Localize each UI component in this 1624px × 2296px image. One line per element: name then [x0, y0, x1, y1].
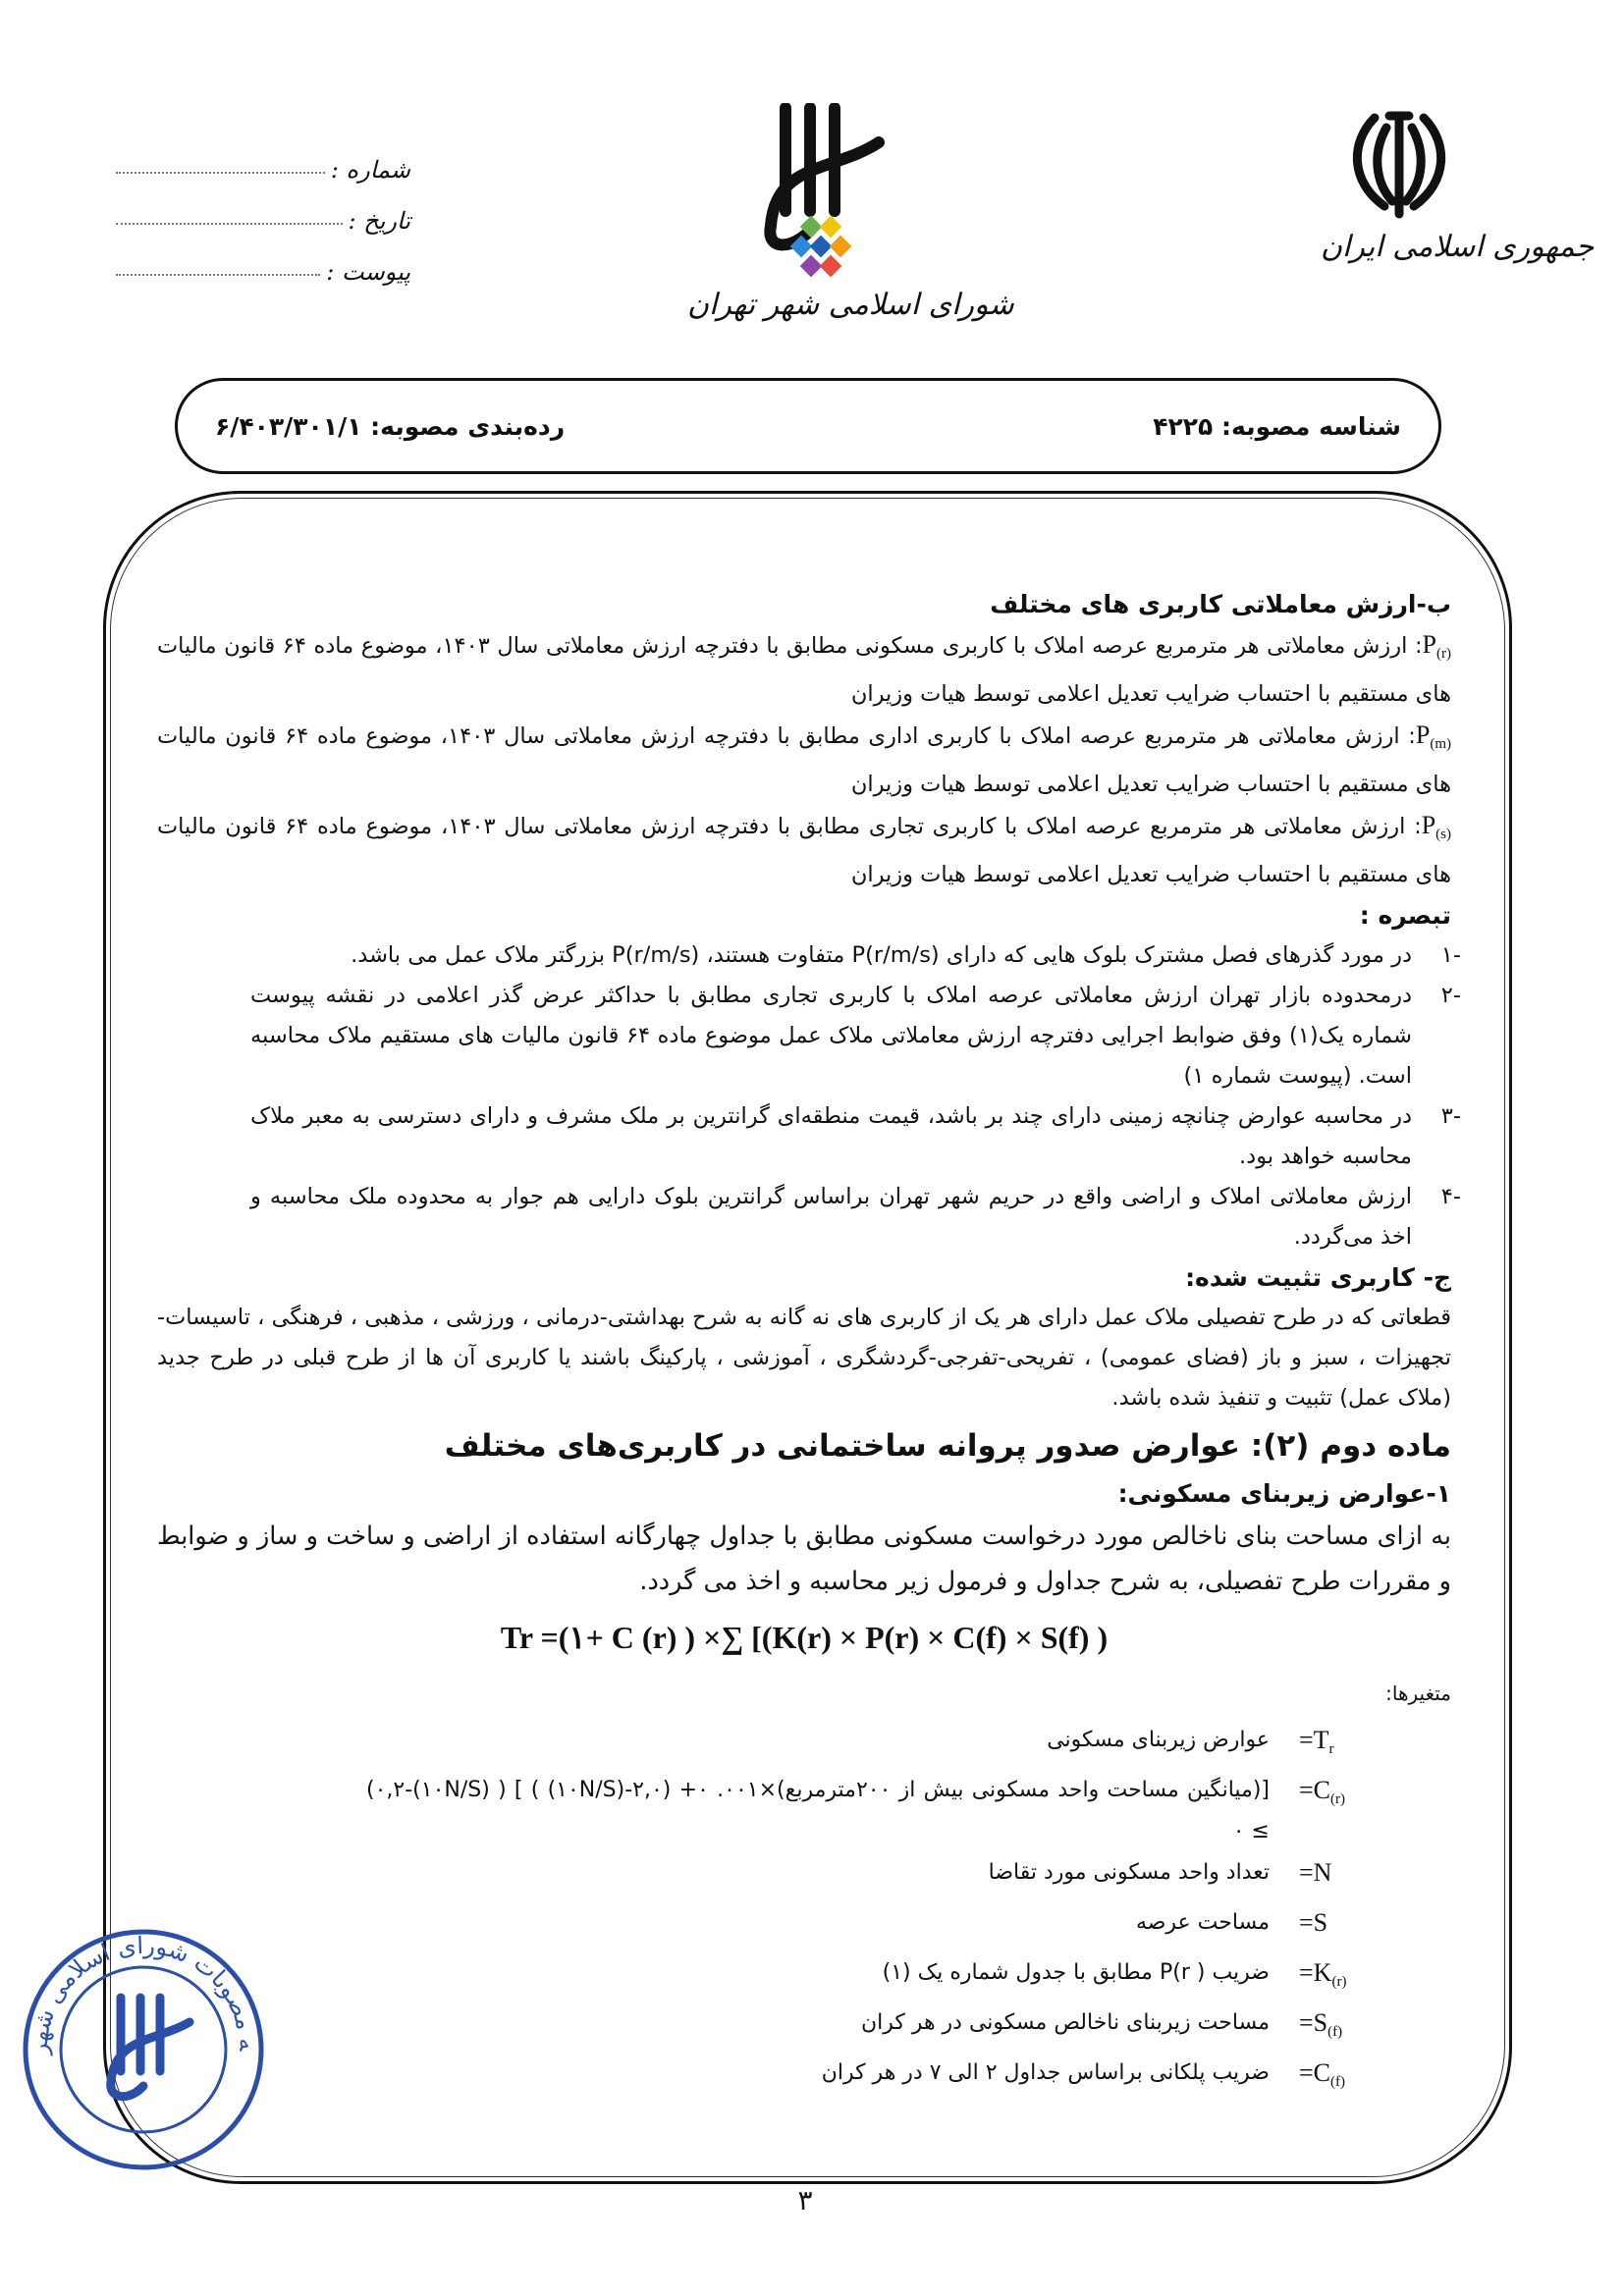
key-sub: (f)	[1327, 2024, 1343, 2040]
field-label: شماره :	[330, 156, 410, 184]
key: =K	[1299, 1958, 1332, 1987]
emblem-icon	[1345, 98, 1453, 226]
definition-ps	[157, 805, 1451, 895]
key: =T	[1299, 1726, 1329, 1754]
variable-row	[157, 1902, 1358, 1952]
variable-desc: ضریب ( P(r مطابق با جدول شماره یک (۱)	[882, 1960, 1270, 1985]
definition-pr	[157, 624, 1451, 715]
emblem-caption: جمهوری اسلامی ایران	[1321, 230, 1595, 264]
variable-row	[157, 2002, 1358, 2053]
note-item	[250, 935, 1461, 976]
number-field	[116, 133, 410, 184]
stamp-icon	[18, 1924, 268, 2174]
variables-title: متغیرها:	[1385, 1682, 1451, 1705]
council-stamp	[18, 1924, 268, 2174]
variables-list	[157, 1720, 1358, 2103]
variable-row	[157, 2053, 1358, 2103]
note-text: در مورد گذرهای فصل مشترک بلوک هایی که دارای P(r/m/s) متفاوت هستند، P(r/m/s) بزرگتر ملاک عمل می باشد.	[351, 942, 1412, 968]
field-label: تاریخ :	[348, 207, 410, 235]
resolution-classification: رده‌بندی مصوبه: ۶/۴۰۳/۳۰۱/۱	[215, 411, 566, 441]
key: =C	[1299, 2058, 1331, 2087]
variable-desc: ضریب پلکانی براساس جداول ۲ الی ۷ در هر کران	[821, 2060, 1270, 2085]
key: =N	[1299, 1858, 1332, 1887]
article-2-subtitle: ۱-عوارض زیربنای مسکونی:	[1117, 1479, 1451, 1508]
note-text: ارزش معاملاتی املاک و اراضی واقع در حریم شهر تهران براساس گرانترین بلوک دارایی هم جوار به محدوده ملک محاسبه و اخذ می‌گردد.	[250, 1184, 1412, 1250]
variable-desc: تعداد واحد مسکونی مورد تقاضا	[988, 1860, 1270, 1885]
definition-text: : ارزش معاملاتی هر مترمربع عرصه املاک با کاربری مسکونی مطابق با دفترچه ارزش معاملاتی سال ۱۴۰۳، موضوع ماده ۶۴ قانون مالیات های مستقیم با احتساب ضرایب تعدیل اعلامی توسط هیات وزیران	[157, 633, 1451, 707]
note-number: -۱	[1440, 942, 1461, 968]
resolution-header-box	[175, 378, 1441, 474]
letter-fields	[116, 133, 410, 286]
symbol-sub: (m)	[1430, 736, 1452, 752]
section-c-title: ج- کاربری تثبیت شده:	[1185, 1263, 1451, 1292]
key-sub: (f)	[1330, 2074, 1346, 2090]
variable-key	[1299, 2053, 1358, 2103]
symbol: P	[1415, 721, 1431, 749]
definition-text: : ارزش معاملاتی هر مترمربع عرصه املاک با کاربری اداری مطابق با دفترچه ارزش معاملاتی سال ۱۴۰۳، موضوع ماده ۶۴ قانون مالیات های مستقیم با احتساب ضرایب تعدیل اعلامی توسط هیات وزیران	[157, 723, 1451, 797]
variable-desc: مساحت زیربنای ناخالص مسکونی در هر کران	[860, 2010, 1270, 2035]
section-b-title: ب-ارزش معاملاتی کاربری های مختلف	[990, 590, 1451, 618]
formula: Tr =(۱+ C (r) ) ×∑ [(K(r) × P(r) × C(f) × S(f) )	[500, 1620, 1109, 1655]
notes-list	[157, 935, 1461, 1257]
variable-desc: مساحت عرصه	[1135, 1910, 1270, 1935]
page-number: ۳	[797, 2184, 813, 2216]
article-2-text: به ازای مساحت بنای ناخالص مورد درخواست مسکونی مطابق با جداول چهارگانه استفاده از اراضی و ساخت و ساز و ضوابط و مقررات طرح تفصیلی، به شرح جداول و فرمول زیر محاسبه و اخذ می گردد.	[157, 1522, 1451, 1596]
variable-key	[1299, 1952, 1358, 2002]
variable-desc: عوارض زیربنای مسکونی	[1047, 1728, 1270, 1752]
variable-row	[157, 1952, 1358, 2002]
svg-text:دبیرخانه مصوبات شورای اسلامی ش: ه مصوبات شورای اسلامی شهر	[25, 1931, 262, 2056]
variable-key	[1299, 2002, 1358, 2053]
council-logo	[687, 103, 1014, 358]
note-item	[250, 1096, 1461, 1177]
note-number: -۳	[1440, 1103, 1461, 1129]
field-label: پیوست :	[326, 258, 410, 286]
variable-key	[1299, 1720, 1358, 1770]
note-item	[250, 1177, 1461, 1257]
variable-key	[1299, 1902, 1358, 1952]
variable-row	[157, 1770, 1358, 1852]
key: =S	[1299, 1908, 1328, 1937]
dotted-line	[116, 223, 343, 225]
attachment-field	[116, 235, 410, 286]
council-logo-icon	[717, 103, 913, 290]
notes-title: تبصره :	[1359, 901, 1451, 930]
key: =S	[1299, 2008, 1328, 2037]
key-sub: r	[1328, 1741, 1334, 1757]
key-sub: (r)	[1331, 1974, 1347, 1990]
dotted-line	[116, 172, 325, 174]
note-item	[250, 976, 1461, 1096]
council-caption: شورای اسلامی شهر تهران	[687, 288, 1014, 322]
note-text: درمحدوده بازار تهران ارزش معاملاتی عرصه املاک با کاربری تجاری مطابق با حداکثر عرض گذر اعلامی در نقشه پیوست شماره یک(۱) وفق ضوابط اجرایی دفترچه ارزش معاملاتی ملاک عمل موضوع ماده ۶۴ قانون مالیات های مستقیم ملاک محاسبه است. (پیوست شماره ۱)	[250, 983, 1412, 1089]
symbol-sub: (r)	[1436, 646, 1451, 662]
dotted-line	[116, 274, 320, 276]
symbol: P	[1421, 811, 1436, 839]
variable-desc: [(میانگین مساحت واحد مسکونی بیش از ۲۰۰مترمربع)×۰۰۱. ۰+ (۲,۰-(۱۰N/S) ) ] ( (۱۰N/S)-۰,۲) ≥ ۰	[366, 1778, 1270, 1843]
variable-row	[157, 1720, 1358, 1770]
symbol-sub: (s)	[1435, 827, 1451, 842]
definition-pm	[157, 715, 1451, 805]
article-2-title: ماده دوم (۲): عوارض صدور پروانه ساختمانی در کاربری‌های مختلف	[444, 1428, 1451, 1464]
note-number: -۲	[1440, 983, 1461, 1008]
variable-key	[1299, 1852, 1358, 1902]
date-field	[116, 184, 410, 235]
symbol: P	[1422, 630, 1436, 659]
resolution-id: شناسه مصوبه: ۴۲۲۵	[1153, 411, 1401, 441]
note-text: در محاسبه عوارض چنانچه زمینی دارای چند بر باشد، قیمت منطقه‌ای گرانترین بر ملک مشرف و دارای دسترسی به معبر ملاک محاسبه خواهد بود.	[250, 1103, 1412, 1169]
document-body	[157, 584, 1461, 2103]
note-number: -۴	[1440, 1184, 1461, 1209]
variable-key	[1299, 1770, 1358, 1820]
definition-text: : ارزش معاملاتی هر مترمربع عرصه املاک با کاربری تجاری مطابق با دفترچه ارزش معاملاتی سال ۱۴۰۳، موضوع ماده ۶۴ قانون مالیات های مستقیم با احتساب ضرایب تعدیل اعلامی توسط هیات وزیران	[157, 814, 1451, 887]
variable-row	[157, 1852, 1358, 1902]
iran-emblem-logo	[1321, 98, 1595, 294]
key-sub: (r)	[1330, 1791, 1346, 1807]
key: =C	[1299, 1776, 1331, 1804]
section-c-text: قطعاتی که در طرح تفصیلی ملاک عمل دارای هر یک از کاربری های نه گانه به شرح بهداشتی-درمانی ، ورزشی ، مذهبی ، فرهنگی ، تاسیسات-تجهیزات ، سبز و باز (فضای عمومی) ، تفریحی-تفرجی-گردشگری ، آموزشی ، پارکینگ باشند یا کاربری آن ها از طرح قبلی در طرح جدید (ملاک عمل) تثبیت و تنفیذ شده باشد.	[157, 1305, 1451, 1411]
